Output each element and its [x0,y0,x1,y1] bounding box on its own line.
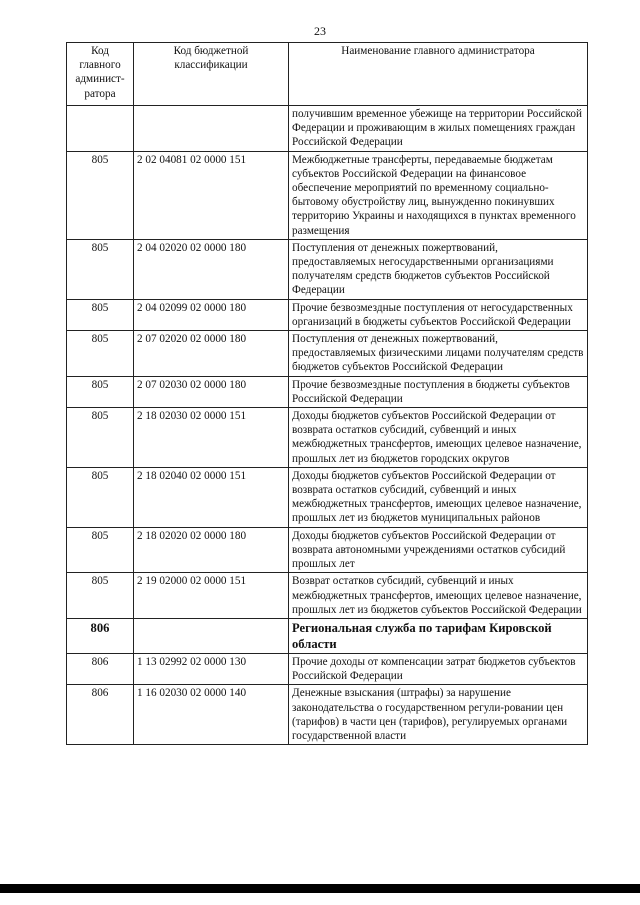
table-row [67,299,588,330]
table-header-row [67,43,588,106]
budget-code-cell [134,106,289,152]
admin-name-cell: Возврат остатков субсидий, субвенций и иных межбюджетных трансфертов, имеющих целевое назначение, прошлых лет из бюджетов субъектов Российской Федерации [289,573,588,619]
admin-name-cell: Денежные взыскания (штрафы) за нарушение законодательства о государственном регули-ровании цен (тарифов) в части цен (тарифов), регулируемых органами государственной власти [289,685,588,745]
table-row [67,239,588,299]
budget-code-cell: 2 04 02020 02 0000 180 [134,239,289,299]
admin-code-cell: 805 [67,376,134,407]
table-row [67,573,588,619]
admin-code-cell: 805 [67,573,134,619]
budget-code-cell: 2 18 02030 02 0000 151 [134,408,289,468]
budget-code-cell: 2 19 02000 02 0000 151 [134,573,289,619]
table-body [67,106,588,745]
budget-code-cell: 1 13 02992 02 0000 130 [134,653,289,684]
admin-code-cell: 805 [67,239,134,299]
table-row [67,408,588,468]
admin-code-cell: 805 [67,467,134,527]
table-row [67,685,588,745]
admin-name-cell: Доходы бюджетов субъектов Российской Федерации от возврата автономными учреждениями остатков субсидий прошлых лет [289,527,588,573]
table-row [67,376,588,407]
header-admin-code: Код главного админист-ратора [67,43,134,106]
table-row [67,653,588,684]
admin-name-cell: Поступления от денежных пожертвований, предоставляемых физическими лицами получателям средств бюджетов субъектов Российской Федерации [289,331,588,377]
table-row [67,467,588,527]
page-number: 23 [314,24,326,38]
budget-code-cell: 2 18 02020 02 0000 180 [134,527,289,573]
budget-code-cell: 2 07 02020 02 0000 180 [134,331,289,377]
admin-name-cell: Доходы бюджетов субъектов Российской Федерации от возврата остатков субсидий, субвенций и иных межбюджетных трансфертов, имеющих целевое назначение, прошлых лет из бюджетов муниципальных районов [289,467,588,527]
admin-code-cell [67,106,134,152]
admin-name-cell: Поступления от денежных пожертвований, предоставляемых негосударственными организациями получателям средств бюджетов субъектов Российской Федерации [289,239,588,299]
budget-code-cell: 2 04 02099 02 0000 180 [134,299,289,330]
table-row [67,151,588,239]
admin-name-cell: Прочие безвозмездные поступления от негосударственных организаций в бюджеты субъектов Российской Федерации [289,299,588,330]
admin-code-cell: 806 [67,653,134,684]
budget-code-cell: 1 16 02030 02 0000 140 [134,685,289,745]
admin-code-cell: 806 [67,618,134,653]
budget-code-cell: 2 07 02030 02 0000 180 [134,376,289,407]
admin-name-cell: Прочие доходы от компенсации затрат бюджетов субъектов Российской Федерации [289,653,588,684]
table-row [67,106,588,152]
table-row [67,527,588,573]
admin-code-cell: 805 [67,408,134,468]
budget-code-cell: 2 18 02040 02 0000 151 [134,467,289,527]
admin-code-cell: 805 [67,527,134,573]
admin-code-cell: 805 [67,331,134,377]
admin-name-cell: Прочие безвозмездные поступления в бюджеты субъектов Российской Федерации [289,376,588,407]
admin-code-cell: 805 [67,299,134,330]
table-row [67,331,588,377]
admin-name-cell: Доходы бюджетов субъектов Российской Федерации от возврата остатков субсидий, субвенций и иных межбюджетных трансфертов, имеющих целевое назначение, прошлых лет из бюджетов городских округов [289,408,588,468]
admin-code-cell: 805 [67,151,134,239]
admin-name-cell: Региональная служба по тарифам Кировской области [289,618,588,653]
header-admin-name: Наименование главного администратора [289,43,588,106]
budget-classification-table [66,42,588,745]
page-bottom-bar [0,884,640,893]
section-row [67,618,588,653]
budget-code-cell [134,618,289,653]
admin-name-cell: Межбюджетные трансферты, передаваемые бюджетам субъектов Российской Федерации на финансовое обеспечение мероприятий по временному социально-бытовому обустройству лиц, вынужденно покинувших территорию Украины и находящихся в пунктах временного размещения [289,151,588,239]
budget-code-cell: 2 02 04081 02 0000 151 [134,151,289,239]
admin-code-cell: 806 [67,685,134,745]
header-budget-code: Код бюджетной классификации [134,43,289,106]
admin-name-cell: получившим временное убежище на территории Российской Федерации и проживающим в жилых помещениях граждан Российской Федерации [289,106,588,152]
